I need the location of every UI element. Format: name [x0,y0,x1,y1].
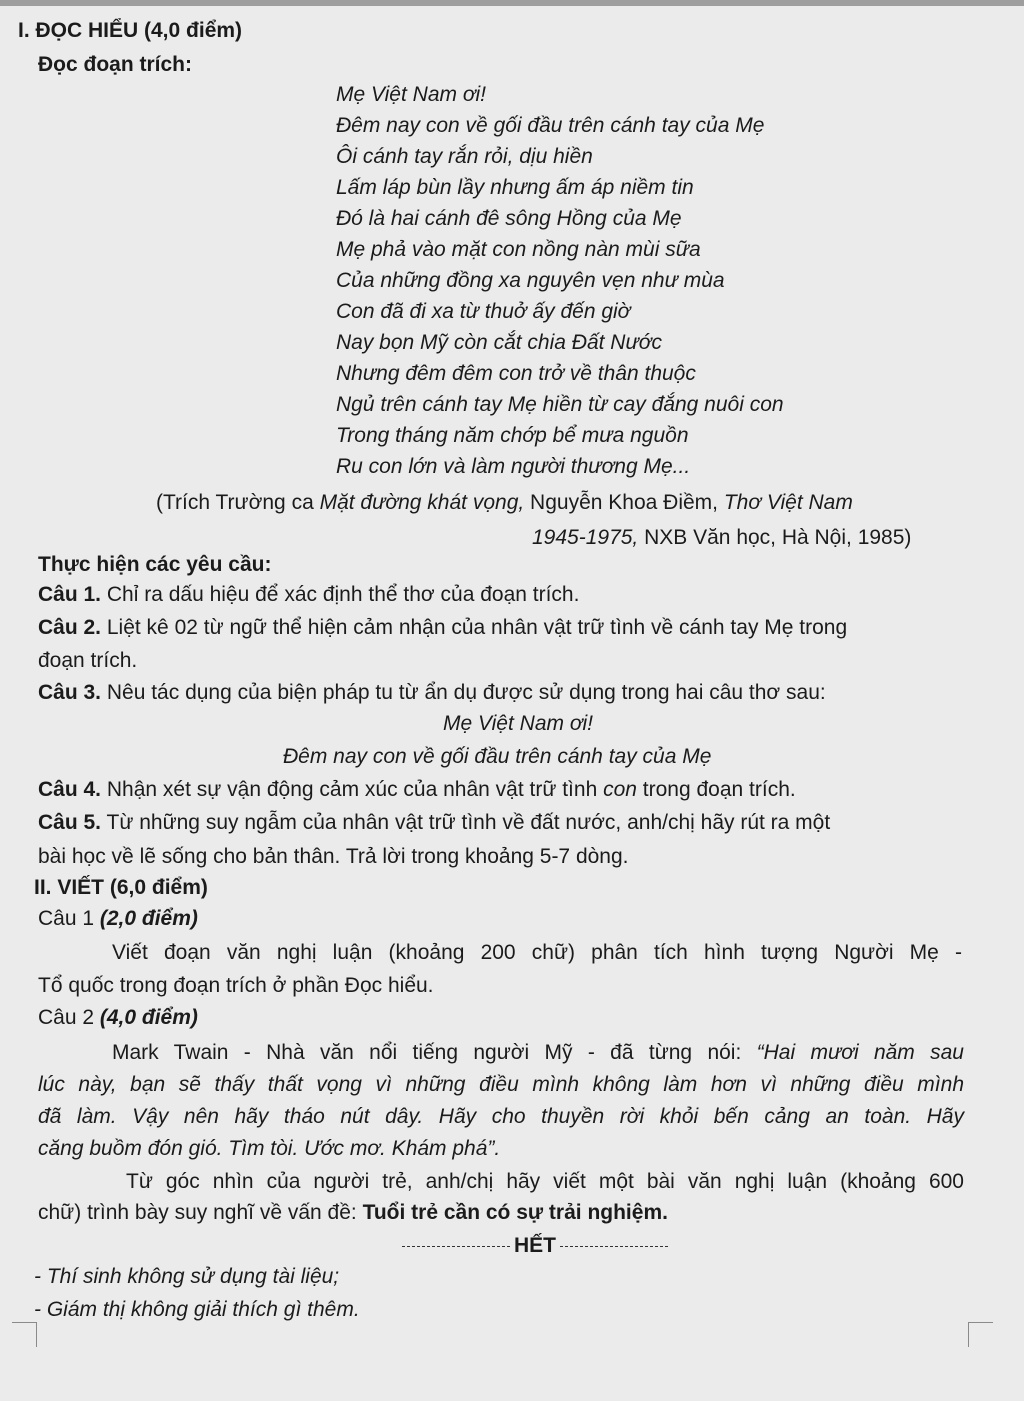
reading-intro: Đọc đoạn trích: [38,53,193,76]
points: (4,0 điểm) [99,1006,198,1029]
essay-task-line: Từ góc nhìn của người trẻ, anh/chị hãy viết một bài văn nghị luận (khoảng 600 [126,1170,964,1193]
poem-line: Con đã đi xa từ thuở ấy đến giờ [336,300,631,323]
poem-line: Đêm nay con về gối đầu trên cánh tay của Mẹ [336,114,765,137]
essay-task-line-2: chữ) trình bày suy nghĩ về vấn đề: Tuổi trẻ cần có sự trải nghiệm. [38,1201,668,1224]
question-4: Câu 4. Nhận xét sự vận động cảm xúc của nhân vật trữ tình con trong đoạn trích. [38,778,796,801]
poem-line: Ru con lớn và làm người thương Mẹ... [336,455,691,478]
question-label: Câu 1. [38,583,102,606]
poem-line: Nay bọn Mỹ còn cắt chia Đất Nước [336,331,662,354]
points: (2,0 điểm) [99,907,198,930]
section-2-title: II. VIẾT (6,0 điểm) [34,876,208,899]
question-5-cont: bài học về lẽ sống cho bản thân. Trả lời trong khoảng 5-7 dòng. [38,845,629,868]
quote-line: đã làm. Vậy nên hãy tháo nút dây. Hãy cho thuyền rời khỏi bến cảng an toàn. Hãy [38,1105,964,1128]
crop-mark-left [12,1322,37,1347]
footnote-2: - Giám thị không giải thích gì thêm. [34,1298,360,1321]
poem-line: Ngủ trên cánh tay Mẹ hiền từ cay đắng nuôi con [336,393,784,416]
footnote-1: - Thí sinh không sử dụng tài liệu; [34,1265,340,1288]
question-label: Câu 4. [38,778,102,801]
question-3-quote-1: Mẹ Việt Nam ơi! [443,712,594,735]
exam-page [0,6,1024,1401]
quote-line: lúc này, bạn sẽ thấy thất vọng vì những điều mình không làm hơn vì những điều mình [38,1073,964,1096]
poem-line: Lấm láp bùn lầy nhưng ấm áp niềm tin [336,176,694,199]
anthology-title: Thơ Việt Nam [723,491,853,514]
question-label: Câu 2. [38,616,102,639]
question-1: Câu 1. Chỉ ra dấu hiệu để xác định thể thơ của đoạn trích. [38,583,580,606]
writing-question-1: Câu 1 (2,0 điểm) [38,907,198,930]
quote-intro-line: Mark Twain - Nhà văn nổi tiếng người Mỹ - đã từng nói: “Hai mươi năm sau [112,1041,964,1064]
poem-line: Trong tháng năm chớp bể mưa nguồn [336,424,689,447]
poem-line: Của những đồng xa nguyên vẹn như mùa [336,269,725,292]
poem-line: Mẹ Việt Nam ơi! [336,83,487,106]
tasks-title: Thực hiện các yêu cầu: [38,553,272,576]
question-label: Câu 5. [38,811,102,834]
quote-line: căng buồm đón gió. Tìm tòi. Ước mơ. Khám phá”. [38,1137,501,1160]
citation-line-2: 1945-1975, NXB Văn học, Hà Nội, 1985) [532,526,912,549]
question-5: Câu 5. Từ những suy ngẫm của nhân vật trữ tình về đất nước, anh/chị hãy rút ra một [38,811,831,834]
citation-line-1: (Trích Trường ca Mặt đường khát vọng, Nguyễn Khoa Điềm, Thơ Việt Nam [156,491,853,514]
section-1-title: I. ĐỌC HIỂU (4,0 điểm) [18,19,243,42]
writing-question-1-text-cont: Tổ quốc trong đoạn trích ở phần Đọc hiểu. [38,974,434,997]
end-label: HẾT [514,1234,556,1257]
question-2: Câu 2. Liệt kê 02 từ ngữ thể hiện cảm nhận của nhân vật trữ tình về cánh tay Mẹ trong [38,616,848,639]
question-3: Câu 3. Nêu tác dụng của biện pháp tu từ ẩn dụ được sử dụng trong hai câu thơ sau: [38,681,826,704]
writing-question-1-text: Viết đoạn văn nghị luận (khoảng 200 chữ) phân tích hình tượng Người Mẹ - [112,941,962,964]
question-2-cont: đoạn trích. [38,649,138,672]
work-title: Mặt đường khát vọng, [319,491,525,514]
poem-line: Đó là hai cánh đê sông Hồng của Mẹ [336,207,682,230]
poem-line: Mẹ phả vào mặt con nồng nàn mùi sữa [336,238,701,261]
question-label: Câu 3. [38,681,102,704]
crop-mark-right [968,1322,993,1347]
writing-question-2: Câu 2 (4,0 điểm) [38,1006,198,1029]
poem-line: Ôi cánh tay rắn rỏi, dịu hiền [336,145,593,168]
essay-topic: Tuổi trẻ cần có sự trải nghiệm. [362,1201,668,1224]
end-marker [398,1233,672,1259]
poem-line: Nhưng đêm đêm con trở về thân thuộc [336,362,696,385]
question-3-quote-2: Đêm nay con về gối đầu trên cánh tay của Mẹ [283,745,712,768]
